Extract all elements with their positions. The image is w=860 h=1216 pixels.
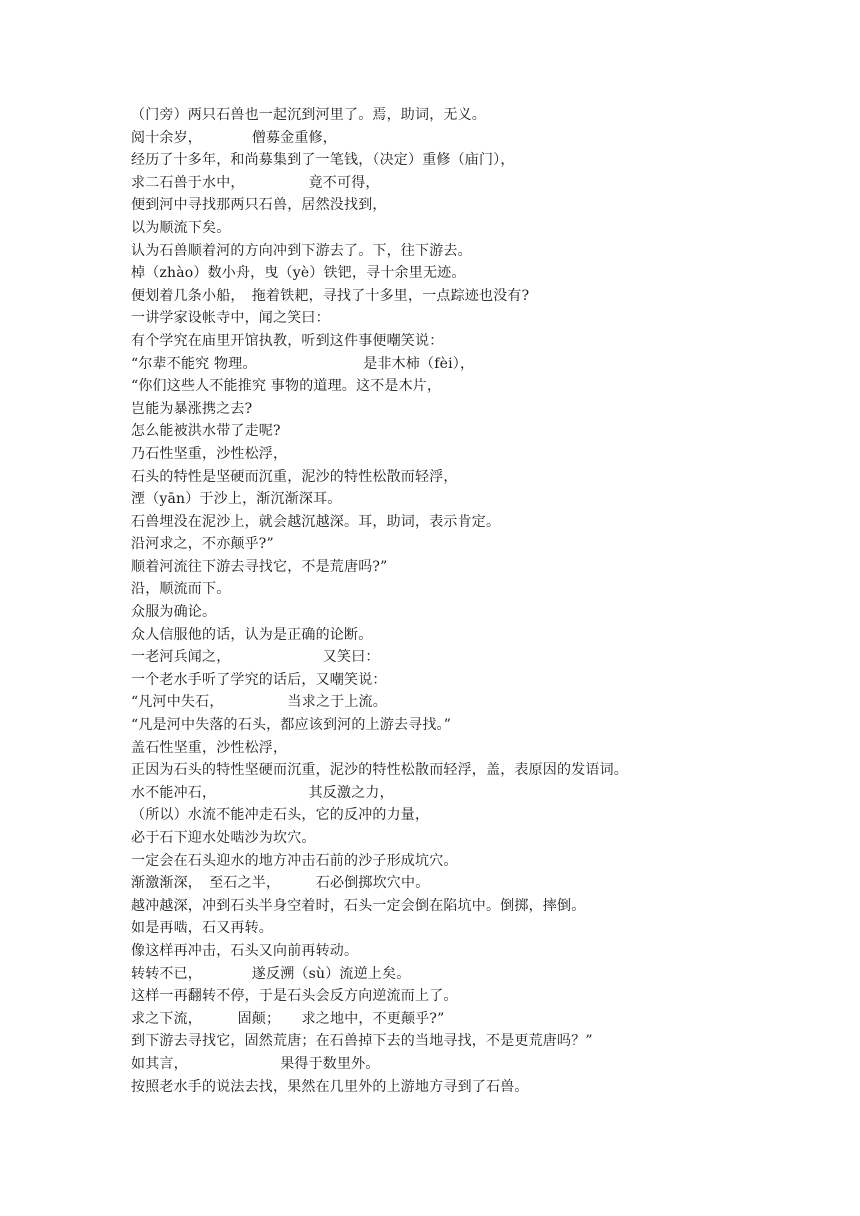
text-line: “凡河中失石， 当求之于上流。 [131, 694, 387, 711]
text-line: 如是再啮，石又再转。 [131, 920, 273, 937]
text-line: 盖石性坚重，沙性松浮， [131, 739, 288, 756]
document-body [131, 104, 831, 1098]
text-line: （所以）水流不能冲走石头，它的反冲的力量， [131, 807, 430, 824]
text-line: 棹（zhào）数小舟，曳（yè）铁钯，寻十余里无迹。 [131, 265, 466, 282]
text-line: 湮（yān）于沙上，渐沉渐深耳。 [131, 491, 342, 508]
text-line: 众服为确论。 [131, 604, 217, 621]
text-line: 乃石性坚重，沙性松浮， [131, 445, 288, 462]
text-line: 石兽埋没在泥沙上，就会越沉越深。耳，助词，表示肯定。 [131, 513, 501, 530]
text-line: 这样一再翻转不停，于是石头会反方向逆流而上了。 [131, 988, 458, 1005]
text-line: 到下游去寻找它，固然荒唐；在石兽掉下去的当地寻找，不是更荒唐吗？” [131, 1033, 593, 1050]
text-line: 一定会在石头迎水的地方冲击石前的沙子形成坑穴。 [131, 852, 458, 869]
text-line: “你们这些人不能推究 事物的道理。这不是木片， [131, 378, 442, 395]
text-line: 顺着河流往下游去寻找它，不是荒唐吗?” [131, 558, 388, 575]
text-line: 像这样再冲击，石头又向前再转动。 [131, 942, 359, 959]
text-line: 沿，顺流而下。 [131, 581, 231, 598]
text-line: “凡是河中失落的石头，都应该到河的上游去寻找。” [131, 717, 452, 734]
text-line: 有个学究在庙里开馆执教，听到这件事便嘲笑说： [131, 332, 444, 349]
text-line: 经历了十多年，和尚募集到了一笔钱，（决定）重修（庙门）， [131, 152, 515, 169]
text-line: 求二石兽于水中， 竟不可得， [131, 174, 380, 191]
text-line: 以为顺流下矣。 [131, 219, 231, 236]
text-line: 求之下流， 固颠； 求之地中，不更颠乎?” [131, 1010, 445, 1027]
text-line: 转转不已， 遂反溯（sù）流逆上矣。 [131, 965, 411, 982]
text-line: 便到河中寻找那两只石兽，居然没找到， [131, 197, 387, 214]
text-line: 便划着几条小船， 拖着铁耙，寻找了十多里，一点踪迹也没有? [131, 287, 530, 304]
text-line: 阅十余岁， 僧募金重修， [131, 129, 337, 146]
text-line: 按照老水手的说法去找，果然在几里外的上游地方寻到了石兽。 [131, 1078, 529, 1095]
text-line: 一个老水手听了学究的话后，又嘲笑说： [131, 671, 387, 688]
text-line: 岂能为暴涨携之去? [131, 400, 253, 417]
text-line: 石头的特性是坚硬而沉重，泥沙的特性松散而轻浮， [131, 468, 458, 485]
text-line: （门旁）两只石兽也一起沉到河里了。焉，助词，无义。 [131, 107, 486, 123]
text-line: 一老河兵闻之， 又笑曰： [131, 649, 380, 666]
text-line: 渐激渐深， 至石之半， 石必倒掷坎穴中。 [131, 875, 430, 892]
text-line: 如其言， 果得于数里外。 [131, 1055, 380, 1072]
text-line: 正因为石头的特性坚硬而沉重，泥沙的特性松散而轻浮，盖，表原因的发语词。 [131, 762, 628, 779]
text-line: 必于石下迎水处啮沙为坎穴。 [131, 830, 316, 846]
text-line: “尔辈不能究 物理。 是非木柿（fèi）， [131, 355, 475, 372]
text-line: 一讲学家设帐寺中，闻之笑曰： [131, 310, 330, 327]
text-line: 怎么能被洪水带了走呢? [131, 423, 281, 440]
text-line: 水不能冲石， 其反激之力， [131, 784, 394, 801]
text-line: 众人信服他的话，认为是正确的论断。 [131, 626, 373, 643]
text-line: 认为石兽顺着河的方向冲到下游去了。下，往下游去。 [131, 242, 472, 259]
text-line: 越冲越深，冲到石头半身空着时，石头一定会倒在陷坑中。倒掷，摔倒。 [131, 897, 586, 914]
text-line: 沿河求之，不亦颠乎?” [131, 536, 274, 553]
